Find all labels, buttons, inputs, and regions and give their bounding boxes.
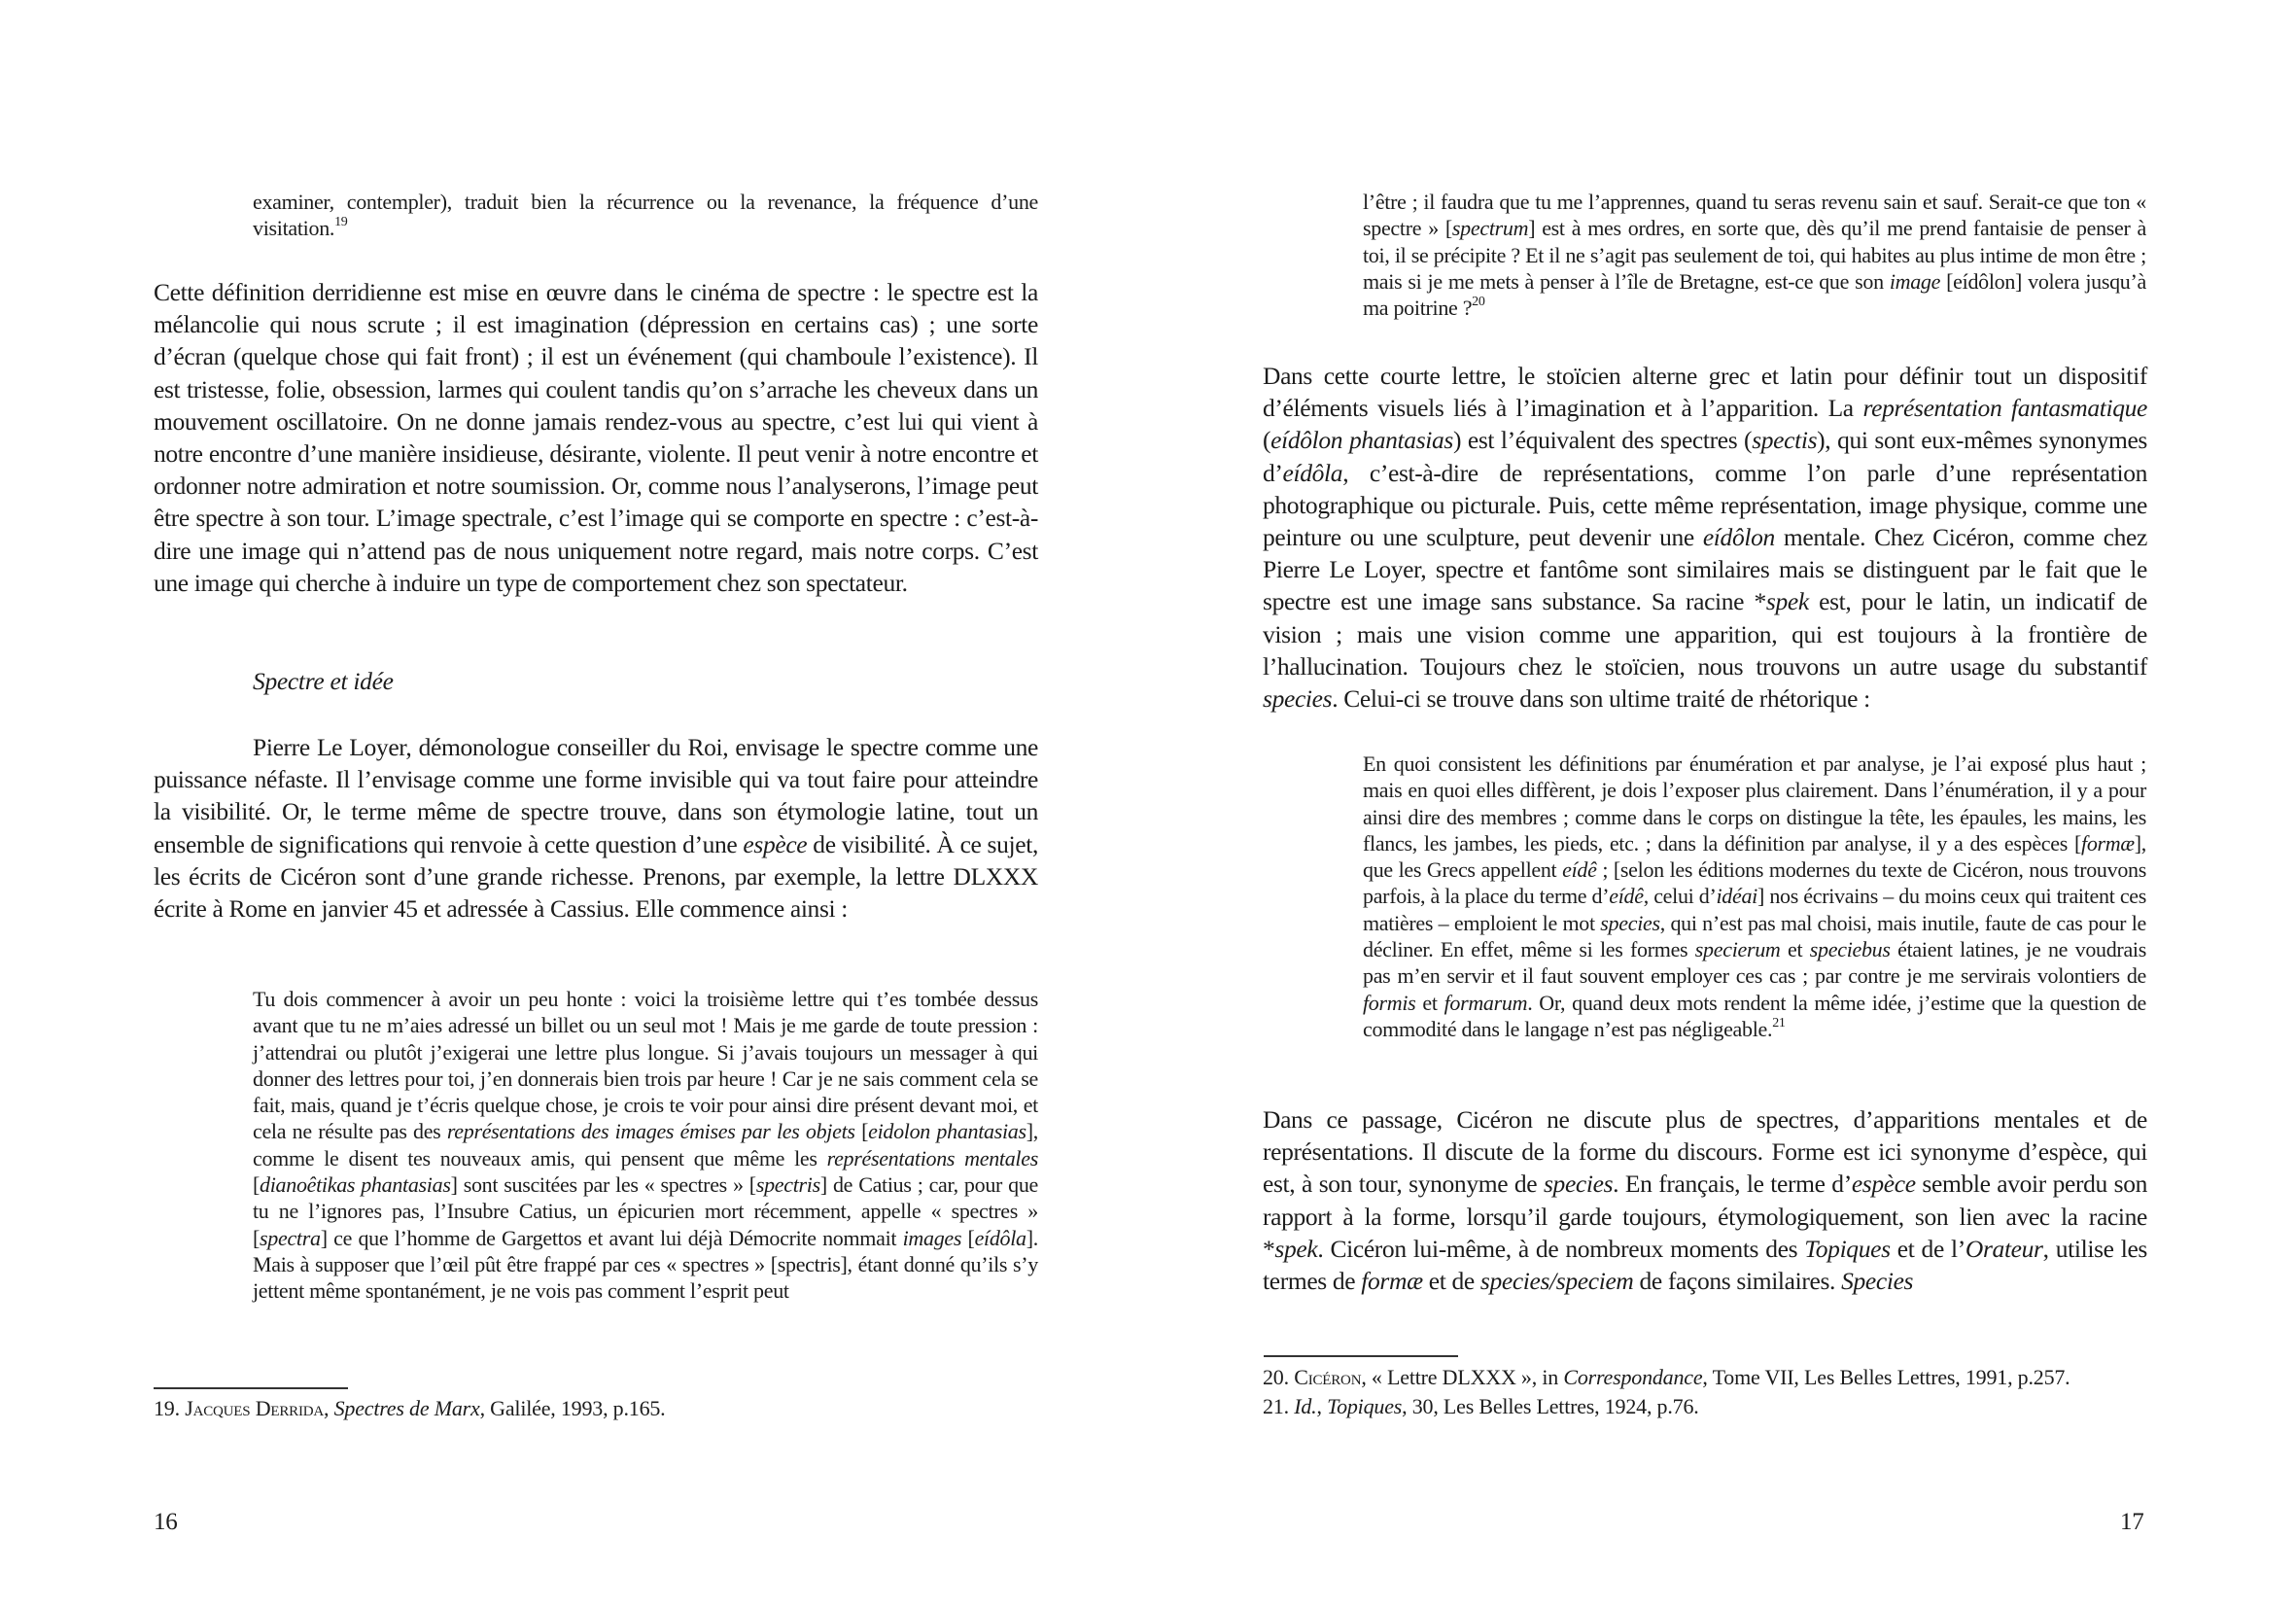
text-run: ]. Mais à supposer que l’œil pût être frappé par ces « spectres » [spectris], étant donné qu’ils s’y jettent même spontanément, je ne vois pas comment l’esprit peut [253,1225,1038,1304]
italic-term: Topiques [1804,1234,1891,1263]
block-quote-continued [1363,189,2146,321]
footnote-text: 19. Jacques Derrida, Spectres de Marx, Galilée, 1993, p.165. [154,1396,666,1420]
italic-term: eídôlon [1702,523,1775,552]
italic-term: spek [1765,587,1809,616]
text-run: [ [961,1225,975,1250]
italic-term: species [1600,910,1660,935]
text-run: Pierre Le Loyer, démonologue conseiller du Roi, envisage le spectre comme une puissance néfaste. Il l’envisage comme une forme invisible qui va tout faire pour atteindre la visibilité. Or, le terme même de spectre trouve, dans son étymologie latine, tout un ensemble de significations qui renvoie à cette question d’une [154,733,1038,858]
text-run: de façons similaires. [1633,1267,1842,1296]
footnote-rest: , Galilée, 1993, p.165. [479,1396,666,1420]
footnote-title: Spectres de Marx [333,1396,480,1420]
italic-term: image [1889,268,1941,294]
text-run: l’être ; il faudra que tu me l’apprennes, quand tu seras revenu sain et sauf. Serait-ce que ton « spectre » [ [1363,190,2146,241]
italic-term: spek [1274,1234,1318,1263]
footnote-21 [1263,1392,2157,1421]
paragraph-text [154,731,1038,925]
text-run: mentale. Chez Cicéron, comme chez Pierre Le Loyer, spectre et fantôme sont similaires mais se distinguent par le fait que le spectre est une image sans substance. Sa racine * [1263,523,2147,616]
text-run: , utilise les termes de [1263,1234,2148,1296]
italic-term: formæ [1361,1267,1423,1296]
text-run: [eídôlon] volera jusqu’à ma poitrine ? [1363,268,2147,321]
paragraph-text: Cette définition derridienne est mise en œuvre dans le cinéma de spectre : le spectre est la mélancolie qui nous scrute ; il est imagination (dépression en certains cas) ; une sorte d’écran (quelque chose qui fait front) ; il est un événement (qui chamboule l’existence). Il est tristesse, folie, obsession, larmes qui coulent tandis qu’on s’arrache les cheveux dans un mouvement oscillatoire. On ne donne jamais rendez-vous au spectre, c’est lui qui vient à notre encontre d’une manière insidieuse, désirante, violente. Il peut venir à notre encontre et ordonner notre admiration et notre soumission. Or, comme nous l’analyserons, l’image peut être spectre à son tour. L’image spectrale, c’est l’image qui se comporte en spectre : c’est-à-dire une image qui n’attend pas de nous uniquement notre regard, mais notre corps. C’est une image qui cherche à induire un type de comportement chez son spectateur. [154,278,1038,597]
text-run: et [1780,937,1810,962]
page-number: 16 [154,1509,178,1535]
text-run: . Celui-ci se trouve dans son ultime traité de rhétorique : [1332,684,1870,714]
quote-text [1363,189,2146,321]
text-run: En quoi consistent les définitions par énumération et par analyse, je l’ai exposé plus haut ; mais en quoi elles diffèrent, je dois l’exposer plus clairement. Dans l’énumération, il y a pour ainsi dire des membres ; comme dans le corps on distingue la tête, les épaules, les mains, les flancs, les jambes, les pieds, etc. ; dans la définition par analyse, il y a des espèces [ [1363,751,2146,856]
text-run: [ [253,1172,261,1198]
text-run: . Or, quand deux mots rendent la même idée, j’estime que la question de commodité dans le langage n’est pas négligeable. [1363,990,2146,1041]
text-run: . En français, le terme d’ [1613,1170,1852,1199]
italic-term: eidolon phantasias [868,1119,1026,1144]
italic-term: specierum [1694,937,1781,962]
text-run: Tu dois commencer à avoir un peu honte : voici la troisième lettre qui t’es tombée dessus avant que tu ne m’aies adressé un billet ou un seul mot ! Mais je me garde de toute pression : j’attendrai ou plutôt j’exigerai une lettre plus longue. Si j’avais toujours un messager à qui donner des lettres pour toi, j’en donnerais bien trois par heure ! Car je ne sais comment cela se fait, mais, quand je t’écris quelque chose, je crois te voir pour ainsi dire présent devant moi, et cela ne résulte pas des [253,987,1038,1144]
italic-term: spectra [260,1225,321,1250]
footnote-number: 19. [154,1396,180,1420]
quote-text [253,189,1038,242]
italic-term: spectrum [1451,216,1529,241]
quote-text [1363,751,2146,1042]
footnote-number: 20. [1263,1365,1289,1389]
paragraph-text [1263,1103,2147,1297]
italic-term: dianoêtikas phantasias [260,1172,451,1198]
text-run: ] de Catius ; car, pour que tu ne l’ignores pas, l’Insubre Catius, un épicurien mort récemment, appelle « spectres » [ [253,1172,1038,1250]
text-run: , [1316,1394,1328,1418]
text-run: . Cicéron lui-même, à de nombreux moments des [1317,1234,1805,1263]
block-quote-cicero-letter [253,986,1038,1305]
italic-term: eídê [1609,884,1644,909]
paragraph-3 [1263,360,2147,715]
footnote-20 [1263,1363,2157,1392]
italic-term: représentation fantasmatique [1862,394,2147,423]
italic-term: espèce [743,829,808,858]
italic-term: eídôla [1282,458,1343,487]
text-run: Dans cette courte lettre, le stoïcien alterne grec et latin pour définir tout un dispositif d’éléments visuels liés à l’imagination et à l’apparition. La [1263,362,2147,423]
page-number: 17 [2120,1509,2144,1535]
text-run: [ [854,1119,869,1144]
text-run: ), qui sont eux-mêmes synonymes d’ [1263,426,2147,487]
text-run: , c’est-à-dire de représentations, comme l’on parle d’une représentation photographique ou picturale. Puis, cette même représentation, image physique, comme une peinture ou une sculpture, peut devenir une [1263,458,2147,552]
italic-term: speciebus [1809,937,1891,962]
italic-term: idéai [1716,884,1757,909]
paragraph-text [1263,360,2147,715]
text-run: semble avoir perdu son rapport à la forme, lorsqu’il garde toujours, étymologiquement, son lien avec la racine * [1263,1170,2147,1263]
italic-term: species [1263,684,1333,714]
footnote-divider [154,1387,348,1389]
quote-text-span: examiner, contempler), traduit bien la récurrence ou la revenance, la fréquence d’une visitation. [253,190,1038,241]
italic-term: représentations mentales [826,1145,1038,1170]
section-heading: Spectre et idée [253,667,394,695]
italic-term: représentations des images émises par les objets [446,1119,855,1144]
text-run: et [1415,990,1444,1015]
text-run: ], que les Grecs appellent [1363,830,2146,883]
text-run: ] est à mes ordres, en sorte que, dès qu’il me prend fantaisie de penser à toi, il se précipite ? Et il ne s’agit pas seulement de toi, qui habites au plus intime de mon être ; mais si je me mets à penser à l’île de Bretagne, est-ce que son [1363,216,2146,294]
footnote-author: Jacques Derrida [185,1396,325,1420]
text-run: est, pour le latin, un indicatif de vision ; mais une vision comme une apparition, qui est toujours à la frontière de l’hallucination. Toujours chez le stoïcien, nous trouvons un autre usage du substantif [1263,587,2148,681]
footnote-title: Topiques [1327,1394,1403,1418]
right-page [1148,0,2296,1607]
footnote-rest: , 30, Les Belles Lettres, 1924, p.76. [1402,1394,1699,1418]
text-run: , « Lettre DLXXX », in [1361,1365,1564,1389]
text-run: et de l’ [1890,1234,1966,1263]
text-run: étaient latines, je ne voudrais pas m’en servir et il faut souvent employer ces cas ; par contre je me servirais volontiers de [1363,937,2146,989]
italic-term: formarum [1444,990,1528,1015]
text-run: ; [selon les éditions modernes du texte de Cicéron, nous trouvons parfois, à la place du terme d’ [1363,857,2146,909]
text-run: , qui n’est pas mal choisi, mais inutile, faute de cas pour le décliner. En effet, même si les formes [1363,910,2146,962]
footnote-ref-21[interactable]: 21 [1772,1015,1786,1031]
italic-term: formæ [2081,830,2135,856]
quote-text [253,986,1038,1305]
text-run: Dans ce passage, Cicéron ne discute plus de spectres, d’apparitions mentales et de représentations. Il discute de la forme du discours. Forme est ici synonyme d’espèce, qui est, à son tour, synonyme de [1263,1105,2147,1199]
footnote-title: Correspondance [1563,1365,1703,1389]
italic-term: eídê [1562,857,1597,883]
footnote-divider [1264,1355,1458,1357]
text-run: ) est l’équivalent des spectres ( [1452,426,1753,455]
paragraph-2 [154,731,1038,925]
text-run: ], comme le disent tes nouveaux amis, qui pensent que même les [253,1119,1038,1170]
text-run: ( [1263,426,1271,455]
footnote-19 [154,1394,1038,1423]
italic-term: species/speciem [1479,1267,1634,1296]
italic-term: Orateur [1965,1234,2043,1263]
section-heading-block [253,667,836,696]
paragraph-1 [154,276,1038,599]
italic-term: species [1543,1170,1614,1199]
italic-term: Species [1841,1267,1914,1296]
footnote-ref-20[interactable]: 20 [1472,295,1485,310]
paragraph-4 [1263,1103,2147,1297]
text-run: ] ce que l’homme de Gargettos et avant lui déjà Démocrite nommait [320,1225,903,1250]
footnote-ref-19[interactable]: 19 [334,215,348,230]
text-run: ] nos écrivains – du moins ceux qui traitent ces matières – emploient le mot [1363,884,2147,935]
footnote-number: 21. [1263,1394,1289,1418]
footnote-author: Cicéron [1294,1365,1362,1389]
block-quote-topiques [1363,751,2146,1042]
italic-term: spectris [755,1172,820,1198]
italic-term: images [902,1225,962,1250]
italic-term: eídôla [974,1225,1026,1250]
text-run: ] sont suscitées par les « spectres » [ [450,1172,756,1198]
italic-term: spectis [1752,426,1818,455]
text-run: et de [1422,1267,1480,1296]
footnote-ibid: Id. [1294,1394,1317,1418]
italic-term: espèce [1851,1170,1916,1199]
italic-term: eídôlon phantasias [1270,426,1453,455]
text-run: , celui d’ [1643,884,1717,909]
italic-term: formis [1363,990,1416,1015]
footnotes [1263,1363,2157,1421]
block-quote-tail [253,189,1038,242]
footnote-rest: , Tome VII, Les Belles Lettres, 1991, p.257. [1702,1365,2070,1389]
text-run: de visibilité. À ce sujet, les écrits de Cicéron sont d’une grande richesse. Prenons, par exemple, la lettre DLXXX écrite à Rome en janvier 45 et adressée à Cassius. Elle commence ainsi : [154,829,1038,924]
